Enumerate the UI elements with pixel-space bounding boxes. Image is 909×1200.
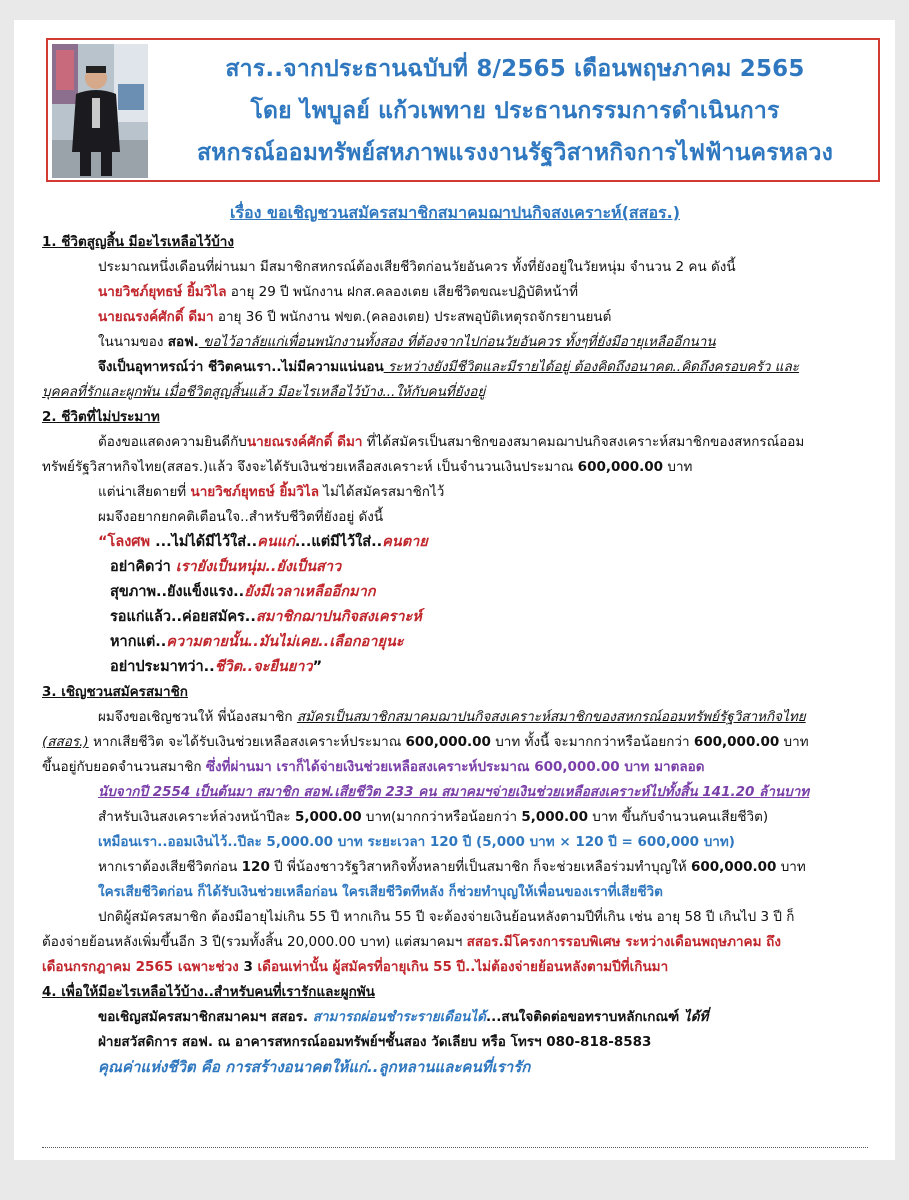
s2-line-1: [42, 430, 868, 455]
poem-2b: เรายังเป็นหนุ่ม..ยังเป็นสาว: [175, 559, 342, 575]
s3-line-5b: บาท(มากกว่าหรือน้อยกว่า: [361, 809, 522, 825]
s3-amount-1: 600,000.00: [405, 734, 491, 750]
poem-1a: “โลงศพ: [98, 534, 151, 550]
s1-line-2: [42, 280, 868, 305]
poem-5b: ความตายนั้น..มันไม่เคย..เลือกอายุนะ: [166, 634, 404, 650]
s3-line-2a: (สสอร.): [42, 734, 89, 750]
s4-line-1b: สามารถผ่อนชำระรายเดือนได้: [312, 1009, 486, 1025]
s2-line-2b: บาท: [663, 459, 693, 475]
s3-line-11c: เดือนเท่านั้น ผู้สมัครที่อายุเกิน 55 ปี..ไม่ต้องจ่ายย้อนหลังตามปีที่เกินมา: [252, 959, 669, 975]
s4-line-3: คุณค่าแห่งชีวิต คือ การสร้างอนาคตให้แก่..ลูกหลานและคนที่เรารัก: [98, 1058, 531, 1076]
s1-line-3-text: อายุ 36 ปี พนักงาน ฟขต.(คลองเตย) ประสพอุบัติเหตุรถจักรยานยนต์: [213, 309, 612, 325]
s1-line-2-text: อายุ 29 ปี พนักงาน ฝกส.คลองเตย เสียชีวิตขณะปฏิบัติหน้าที่: [226, 284, 579, 300]
poem-1c: คนแก่: [257, 534, 295, 550]
s2-line-3b: ไม่ได้สมัครสมาชิกไว้: [318, 484, 445, 500]
poem-1b: ...ไม่ได้มีไว้ใส่..: [150, 534, 258, 550]
section-3-title: 3. เชิญชวนสมัครสมาชิก: [42, 684, 188, 700]
poem-1e: คนตาย: [382, 534, 428, 550]
document-page: [14, 20, 895, 1160]
header-title-block: [160, 48, 870, 174]
s3-advance-amount-2: 5,000.00: [521, 809, 588, 825]
s1-line-6: บุคคลที่รักและผูกพัน เมื่อชีวิตสูญสิ้นแล้ว มีอะไรเหลือไว้บ้าง...ให้กับคนที่ยังอยู่: [42, 384, 486, 400]
s3-line-11b: 3: [243, 959, 253, 975]
member-name-2: นายณรงค์ศักดิ์ ดีมา: [98, 309, 214, 325]
s3-line-1a: ผมจึงขอเชิญชวนให้ พี่น้องสมาชิก: [98, 709, 297, 725]
s2-line-3a: แต่น่าเสียดายที่: [98, 484, 191, 500]
s2-amount: 600,000.00: [577, 459, 664, 475]
s3-line-3b: ซึ่งที่ผ่านมา เราก็ได้จ่ายเงินช่วยเหลือสงเคราะห์ประมาณ 600,000.00 บาท มาตลอด: [205, 759, 705, 775]
s1-line-5a: จึงเป็นอุทาหรณ์ว่า ชีวิตคนเรา..ไม่มีความแน่นอน: [98, 359, 384, 375]
section-4-title: 4. เพื่อให้มีอะไรเหลือไว้บ้าง..สำหรับคนที่เรารักและผูกพัน: [42, 984, 375, 1000]
s3-line-1b: สมัครเป็นสมาชิกสมาคมฌาปนกิจสงเคราะห์สมาชิกของสหกรณ์ออมทรัพย์รัฐวิสาหกิจไทย: [296, 709, 806, 725]
s2-line-2a: ทรัพย์รัฐวิสาหกิจไทย(สสอร.)แล้ว จึงจะได้รับเงินช่วยเหลือสงเคราะห์ เป็นจำนวนเงินประมาณ: [42, 459, 578, 475]
s3-line-2d: บาท: [779, 734, 809, 750]
poem-block: [42, 530, 868, 680]
section-1-title: 1. ชีวิตสูญสิ้น มีอะไรเหลือไว้บ้าง: [42, 234, 234, 250]
s3-line-7b: ปี พี่น้องชาวรัฐวิสาหกิจทั้งหลายที่เป็นสมาชิก ก็จะช่วยเหลือร่วมทำบุญให้: [269, 859, 691, 875]
s3-line-6: เหมือนเรา..ออมเงินไว้..ปีละ 5,000.00 บาท ระยะเวลา 120 ปี (5,000 บาท × 120 ปี = 600,000 บาท): [98, 834, 735, 850]
s2-line-1b: ที่ได้สมัครเป็นสมาชิกของสมาคมฌาปนกิจสงเคราะห์สมาชิกของสหกรณ์ออม: [362, 434, 805, 450]
s2-line-3: [42, 480, 868, 505]
s1-line-4a: ในนามของ: [98, 334, 168, 350]
s4-line-1a: ขอเชิญสมัครสมาชิกสมาคมฯ สสอร.: [98, 1009, 313, 1025]
s3-line-4: [42, 780, 868, 805]
s3-line-2c: บาท ทั้งนี้ จะมากกว่าหรือน้อยกว่า: [490, 734, 694, 750]
poem-5a: หากแต่..: [110, 634, 167, 650]
s4-line-1d: ได้ที่: [683, 1009, 709, 1025]
s3-amount-2: 600,000.00: [693, 734, 780, 750]
s3-line-10b: สสอร.มีโครงการรอบพิเศษ ระหว่างเดือนพฤษภาคม ถึง: [466, 934, 781, 950]
poem-line-6: [42, 655, 868, 680]
letter-content: [42, 198, 868, 1080]
s1-line-4: [42, 330, 868, 355]
s3-line-8: ใครเสียชีวิตก่อน ก็ได้รับเงินช่วยเหลือก่อน ใครเสียชีวิตทีหลัง ก็ช่วยทำบุญให้เพื่อนของเราที่เสียชีวิต: [98, 884, 663, 900]
poem-4a: รอแก่แล้ว..ค่อยสมัคร..: [110, 609, 256, 625]
poem-4b: สมาชิกฌาปนกิจสงเคราะห์: [255, 609, 422, 625]
header-box: [46, 38, 880, 182]
poem-1d: ...แต่มีไว้ใส่..: [294, 534, 383, 550]
poem-line-5: [42, 630, 868, 655]
s2-line-2: [42, 455, 868, 480]
s1-line-1: ประมาณหนึ่งเดือนที่ผ่านมา มีสมาชิกสหกรณ์ต้องเสียชีวิตก่อนวัยอันควร ทั้งที่ยังอยู่ในวัยหนุ่ม จำนวน 2 คน ดังนี้: [98, 259, 736, 275]
s1-line-4c: ขอไว้อาลัยแก่เพื่อนพนักงานทั้งสอง ที่ต้องจากไปก่อนวัยอันควร ทั้งๆที่ยังมีอายุเหลืออีกนาน: [198, 334, 716, 350]
poem-line-2: [42, 555, 868, 580]
s3-line-7c: บาท: [776, 859, 806, 875]
header-line-3: สหกรณ์ออมทรัพย์สหภาพแรงงานรัฐวิสาหกิจการไฟฟ้านครหลวง: [196, 140, 834, 166]
s3-line-11: [42, 955, 868, 980]
s3-line-7: [42, 855, 868, 880]
s3-line-11a: เดือนกรกฎาคม 2565 เฉพาะช่วง: [42, 959, 244, 975]
s1-line-4b: สอฟ.: [167, 334, 199, 350]
poem-line-4: [42, 605, 868, 630]
section-2-title: 2. ชีวิตที่ไม่ประมาท: [42, 409, 160, 425]
portrait-photo-icon: [52, 44, 148, 178]
s3-years: 120: [241, 859, 270, 875]
s3-line-10: [42, 930, 868, 955]
poem-6b: ชีวิต..จะยืนยาว: [214, 659, 313, 675]
s1-line-5b: ระหว่างยังมีชีวิตและมีรายได้อยู่ ต้องคิดถึงอนาคต..คิดถึงครอบครัว และ: [383, 359, 800, 375]
s3-line-3: [42, 755, 868, 780]
s3-line-5c: บาท ขึ้นกับจำนวนคนเสียชีวิต): [587, 809, 769, 825]
s3-amount-3: 600,000.00: [691, 859, 777, 875]
s3-line-4-text: นับจากปี 2554 เป็นต้นมา สมาชิก สอฟ.เสียชีวิต 233 คน สมาคมฯจ่ายเงินช่วยเหลือสงเคราะห์ไปทั้งสิ้น 141.20 ล้านบาท: [98, 784, 810, 800]
poem-2a: อย่าคิดว่า: [110, 559, 176, 575]
s1-line-5: [42, 355, 868, 380]
s2-line-1a: ต้องขอแสดงความยินดีกับ: [98, 434, 247, 450]
s3-advance-amount: 5,000.00: [294, 809, 362, 825]
s3-line-2b: หากเสียชีวิต จะได้รับเงินช่วยเหลือสงเคราะห์ประมาณ: [88, 734, 406, 750]
s2-member-name: นายณรงค์ศักดิ์ ดีมา: [246, 434, 363, 450]
s3-line-7a: หากเราต้องเสียชีวิตก่อน: [98, 859, 242, 875]
header-line-1: สาร..จากประธานฉบับที่ 8/2565 เดือนพฤษภาคม 2565: [225, 56, 805, 82]
poem-3b: ยังมีเวลาเหลืออีกมาก: [244, 584, 376, 600]
s3-line-10a: ต้องจ่ายย้อนหลังเพิ่มขึ้นอีก 3 ปี(รวมทั้งสิ้น 20,000.00 บาท) แต่สมาคมฯ: [42, 934, 467, 950]
member-name-1: นายวิชภ์ยุทธษ์ ยิ้มวิไล: [98, 284, 227, 300]
header-line-2: โดย ไพบูลย์ แก้วเพทาย ประธานกรรมการดำเนินการ: [250, 98, 780, 124]
poem-6a: อย่าประมาทว่า..: [110, 659, 215, 675]
subject-title: เรื่อง ขอเชิญชวนสมัครสมาชิกสมาคมฌาปนกิจสงเคราะห์(สสอร.): [229, 203, 681, 222]
bottom-dotted-divider: [42, 1147, 868, 1148]
s4-line-1c: ...สนใจติดต่อขอทราบหลักเกณฑ์: [485, 1009, 684, 1025]
s1-line-3: [42, 305, 868, 330]
s3-line-2: [42, 730, 868, 755]
s3-line-9: ปกติผู้สมัครสมาชิก ต้องมีอายุไม่เกิน 55 ปี หากเกิน 55 ปี จะต้องจ่ายเงินย้อนหลังตามปีที่เกิน เช่น อายุ 58 ปี เกินไป 3 ปี ก็: [98, 909, 795, 925]
poem-line-1: [42, 530, 868, 555]
s2-line-4: ผมจึงอยากยกคติเตือนใจ..สำหรับชีวิตที่ยังอยู่ ดังนี้: [98, 509, 384, 525]
s3-line-3a: ขึ้นอยู่กับยอดจำนวนสมาชิก: [42, 759, 206, 775]
s3-line-5a: สำหรับเงินสงเคราะห์ล่วงหน้าปีละ: [98, 809, 295, 825]
poem-3a: สุขภาพ..ยังแข็งแรง..: [110, 584, 245, 600]
poem-6c: ”: [312, 659, 323, 675]
s4-line-1: [42, 1005, 868, 1030]
s3-line-5: [42, 805, 868, 830]
poem-line-3: [42, 580, 868, 605]
s4-line-2: ฝ่ายสวัสดิการ สอฟ. ณ อาคารสหกรณ์ออมทรัพย์ฯชั้นสอง วัดเลียบ หรือ โทรฯ 080-818-8583: [98, 1034, 652, 1050]
s2-member-name-2: นายวิชภ์ยุทธษ์ ยิ้มวิไล: [190, 484, 319, 500]
s3-line-1: [42, 705, 868, 730]
